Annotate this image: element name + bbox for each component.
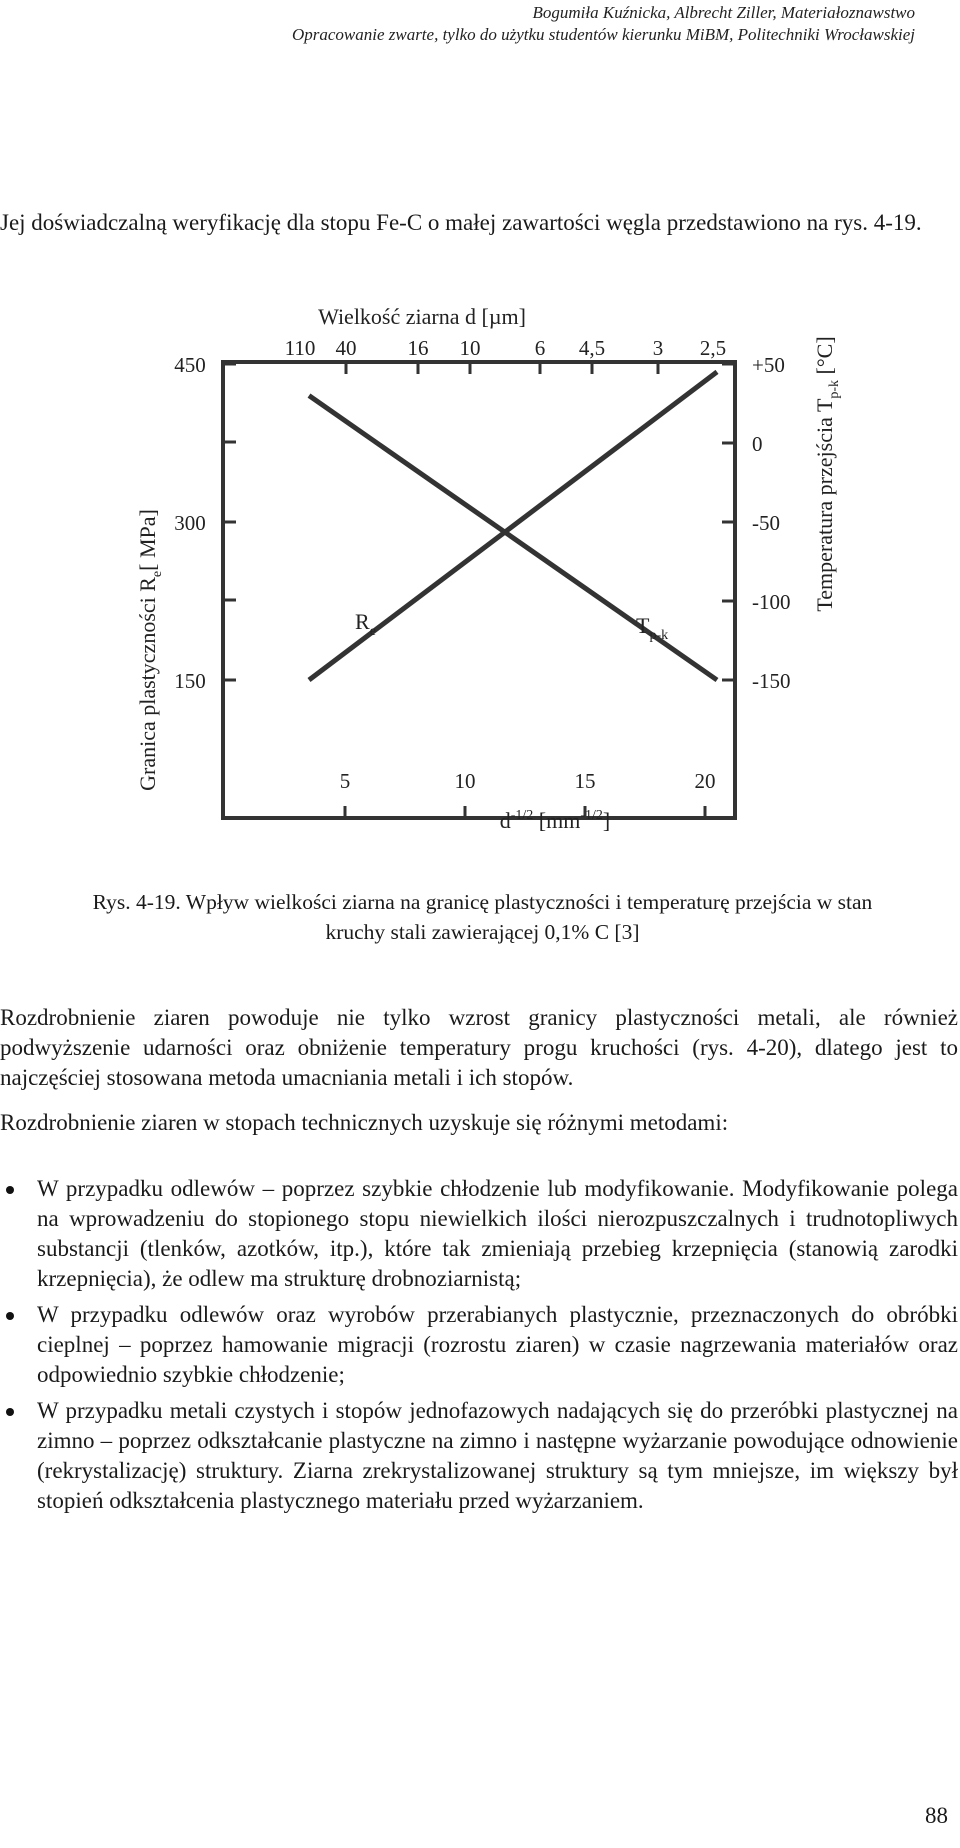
bottom-tick-label: 15 [574, 769, 596, 793]
top-tick-label: 2,5 [699, 336, 727, 360]
list-item: W przypadku odlewów oraz wyrobów przerabianych plastycznie, przeznaczonych do obróbki cieplnej – poprzez hamowanie migracji (rozrostu ziaren) w czasie nagrzewania materiałów oraz odpowiednio szybkie chłodzenie; [0, 1300, 958, 1390]
bottom-axis-title: $d^{-1/2}$ $[mm^{-1/2}]$ [499, 808, 611, 833]
figure-4-19 [0, 290, 960, 850]
bottom-tick-label: 20 [694, 769, 716, 793]
line-label-re: $R_e$ [355, 609, 376, 639]
right-tick-labels [722, 353, 791, 693]
plot-frame [223, 362, 735, 818]
bullet-icon [6, 1312, 14, 1320]
figure-caption [30, 887, 935, 947]
right-tick-label: -100 [752, 590, 791, 614]
bullet-icon [6, 1186, 14, 1194]
header-note: Opracowanie zwarte, tylko do użytku studentów kierunku MiBM, Politechniki Wrocławskiej [291, 25, 915, 44]
page-header [292, 2, 915, 46]
top-tick-label: 110 [284, 336, 316, 360]
header-authors: Bogumiła Kuźnicka, Albrecht Ziller, Materiałoznawstwo [532, 3, 915, 22]
bottom-tick-label: 10 [454, 769, 476, 793]
list-item: W przypadku odlewów – poprzez szybkie chłodzenie lub modyfikowanie. Modyfikowanie polega na wprowadzeniu do stopionego stopu niewielkich ilości nierozpuszczalnych i trudnotopliwych substancji (tlenków, azotków, itp.), które tak zmieniają przebieg krzepnięcia (stanowią zarodki krzepnięcia), że odlew ma strukturę drobnoziarnistą; [0, 1174, 958, 1294]
top-tick-labels [285, 336, 726, 374]
right-tick-label: +50 [752, 353, 785, 377]
caption-line-1: Rys. 4-19. Wpływ wielkości ziarna na granicę plastyczności i temperaturę przejścia w stan [92, 890, 873, 914]
top-tick-label: 4,5 [578, 336, 606, 360]
left-tick-label: 150 [174, 669, 206, 693]
left-tick-label: 300 [174, 511, 206, 535]
right-tick-label: -150 [752, 669, 791, 693]
intro-paragraph: Jej doświadczalną weryfikację dla stopu Fe-C o małej zawartości węgla przedstawiono na rys. 4-19. [0, 210, 922, 235]
body-paragraph-2: Rozdrobnienie ziaren w stopach technicznych uzyskuje się różnymi metodami: [0, 1110, 729, 1135]
right-axis-title: Temperatura przejścia $T_{p-k}$ [°C] [812, 336, 842, 612]
top-tick-label: 10 [459, 336, 481, 360]
line-label-tpk: $T_{p-k}$ [636, 613, 669, 643]
methods-list [0, 1174, 958, 1522]
bullet-icon [6, 1408, 14, 1416]
body-paragraph-1: Rozdrobnienie ziaren powoduje nie tylko wzrost granicy plastyczności metali, ale również podwyższenie udarności oraz obniżenie temperatury progu kruchości (rys. 4-20), dlatego jest to najczęściej stosowana metoda umacniania metali i ich stopów. [0, 1005, 958, 1090]
right-tick-label: -50 [752, 511, 780, 535]
top-axis-title: Wielkość ziarna d [µm] [318, 304, 526, 329]
list-item: W przypadku metali czystych i stopów jednofazowych nadających się do przeróbki plastycznej na zimno – poprzez odkształcanie plastyczne na zimno i następne wyżarzanie powodujące odnowienie (rekrystalizację) struktury. Ziarna zrekrystalizowanej struktury są tym mniejsze, im większy był stopień odkształcenia plastycznego materiału przed wyżarzaniem. [0, 1396, 958, 1516]
caption-line-2: kruchy stali zawierającej 0,1% C [3] [325, 920, 640, 944]
page-number: 88 [925, 1803, 948, 1828]
top-tick-label: 3 [652, 336, 664, 360]
top-tick-label: 16 [407, 336, 429, 360]
right-tick-label: 0 [752, 432, 763, 456]
top-tick-label: 6 [534, 336, 546, 360]
top-tick-label: 40 [335, 336, 357, 360]
left-axis-title: Granica plastyczności $R_e$[ MPa] [135, 509, 165, 791]
bottom-tick-label: 5 [339, 769, 351, 793]
left-tick-labels [174, 353, 236, 693]
left-tick-label: 450 [174, 353, 206, 377]
